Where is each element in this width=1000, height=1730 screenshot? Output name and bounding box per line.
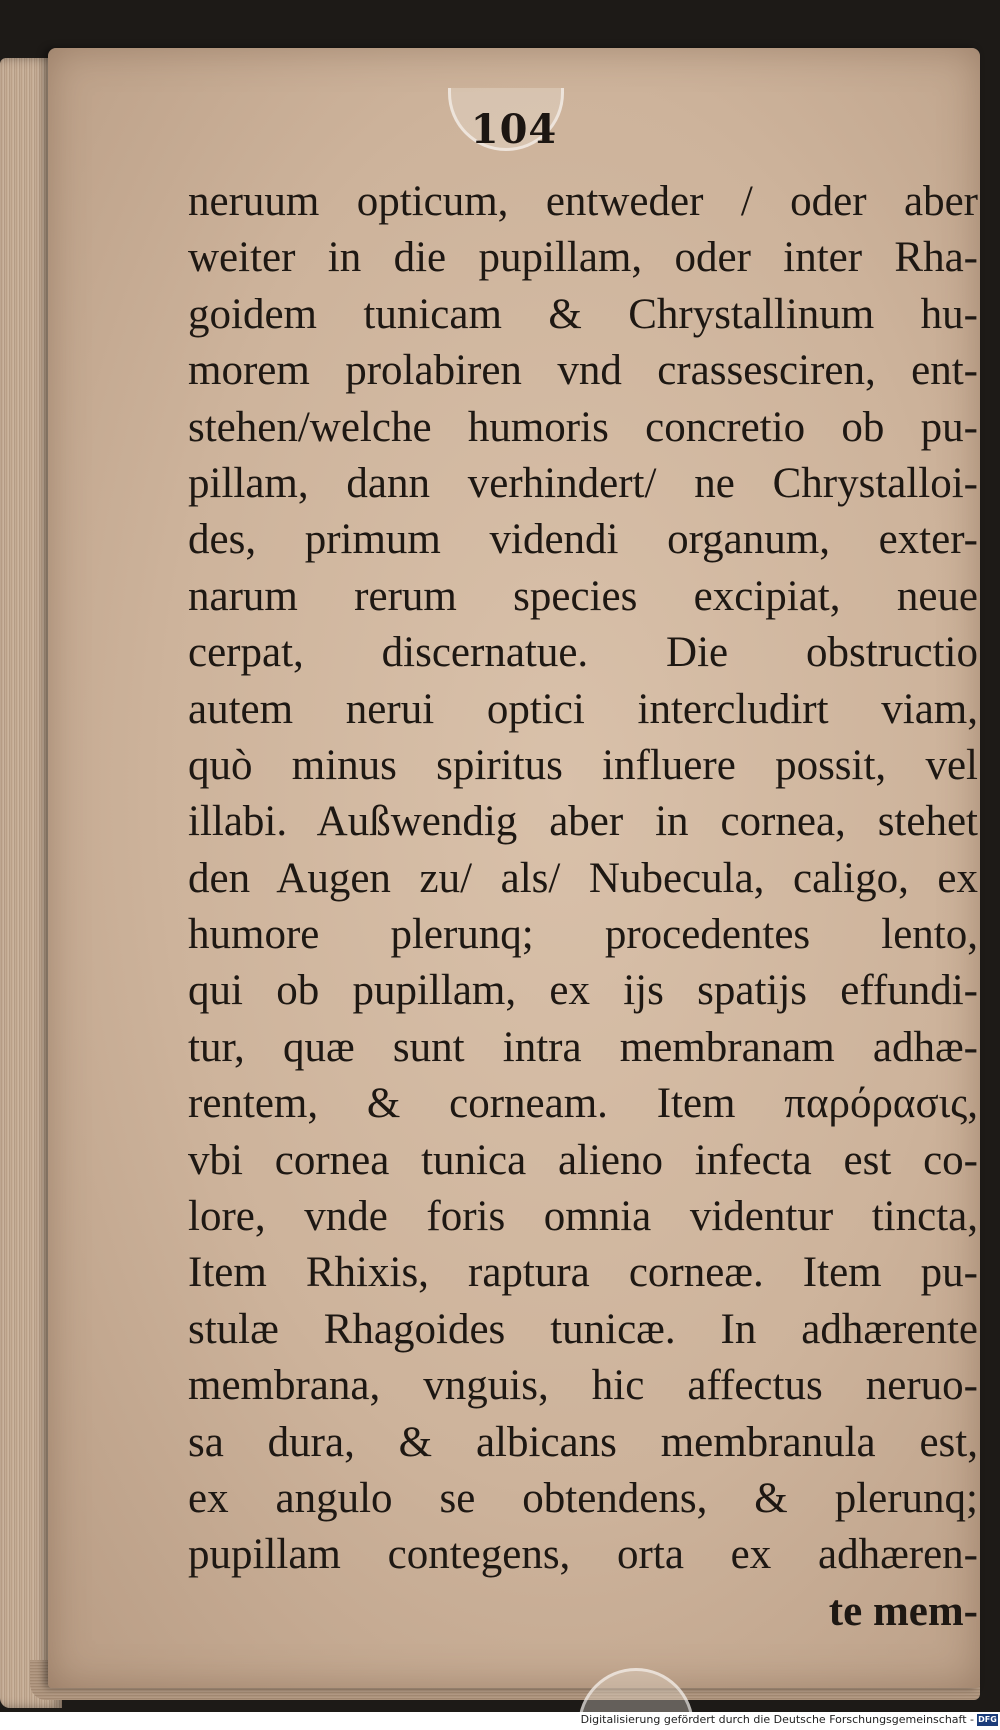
text-line: des, primum videndi organum, exter-	[188, 516, 978, 564]
text-line: Item Rhixis, raptura corneæ. Item pu-	[188, 1249, 978, 1297]
text-line: narum rerum species excipiat, neue	[188, 572, 978, 620]
text-line: pillam, dann verhindert/ ne Chrystalloi-	[188, 459, 978, 507]
dfg-logo-icon: DFG	[978, 1715, 997, 1724]
text-line: tur, quæ sunt intra membranam adhæ-	[188, 1023, 978, 1071]
text-line: vbi cornea tunica alieno infecta est co-	[188, 1136, 978, 1184]
text-line: cerpat, discernatue. Die obstructio	[188, 629, 978, 677]
digitization-credit: Digitalisierung gefördert durch die Deutsche Forschungsgemeinschaft -	[580, 1713, 974, 1726]
text-line: illabi. Außwendig aber in cornea, stehet	[188, 798, 978, 846]
text-line: rentem, & corneam. Item παρόρασις,	[188, 1080, 978, 1128]
text-line: weiter in die pupillam, oder inter Rha-	[188, 234, 978, 282]
text-line: neruum opticum, entweder / oder aber	[188, 178, 978, 225]
catchword: te mem-	[828, 1587, 978, 1635]
text-line: morem prolabiren vnd crassesciren, ent-	[188, 347, 978, 395]
text-line: pupillam contegens, orta ex adhæren-	[188, 1531, 978, 1579]
text-line: humore plerunq; procedentes lento,	[188, 911, 978, 959]
text-line: den Augen zu/ als/ Nubecula, caligo, ex	[188, 854, 978, 902]
text-line: membrana, vnguis, hic affectus neruo-	[188, 1362, 978, 1410]
text-line: quò minus spiritus influere possit, vel	[188, 741, 978, 789]
text-line: stehen/welche humoris concretio ob pu-	[188, 403, 978, 451]
text-line: lore, vnde foris omnia videntur tincta,	[188, 1193, 978, 1241]
book-page	[48, 48, 980, 1688]
text-line: qui ob pupillam, ex ijs spatijs effundi-	[188, 967, 978, 1015]
text-line: autem nerui optici intercludirt viam,	[188, 685, 978, 733]
page-text-block	[188, 174, 978, 1640]
page-number: 104	[470, 106, 558, 153]
text-line: stulæ Rhagoides tunicæ. In adhærente	[188, 1305, 978, 1353]
text-line: sa dura, & albicans membranula est,	[188, 1418, 978, 1466]
text-line: goidem tunicam & Chrystallinum hu-	[188, 290, 978, 338]
text-line: ex angulo se obtendens, & plerunq;	[188, 1474, 978, 1522]
